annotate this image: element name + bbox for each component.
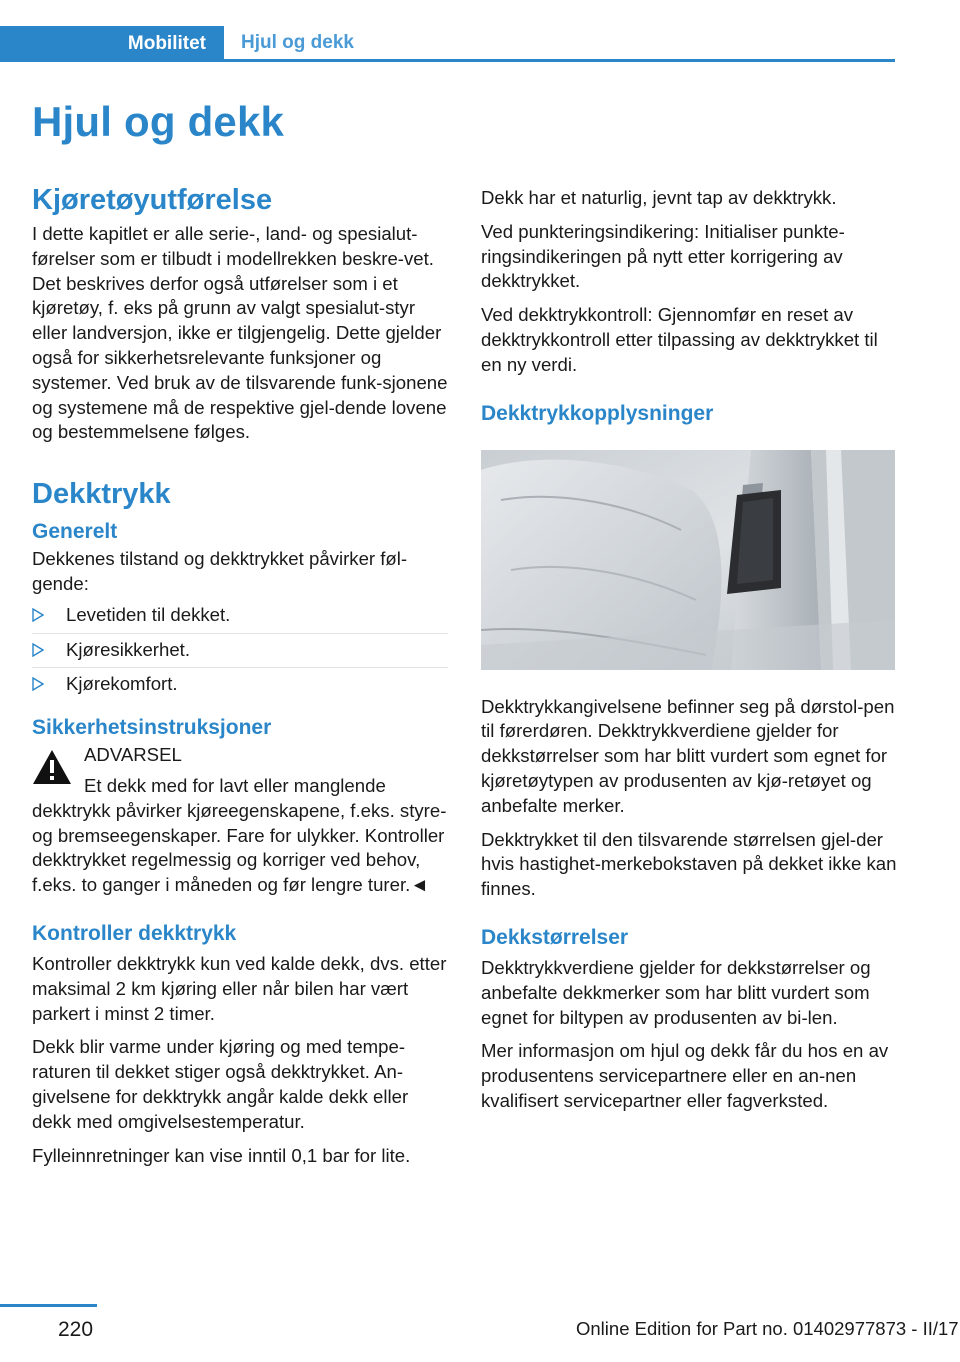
heading-pressure-info: Dekktrykkopplysninger (481, 401, 714, 425)
paragraph-check-1: Kontroller dekktrykk kun ved kalde dekk, dvs. etter maksimal 2 km kjøring eller når bilen har vært parkert i minst 2 timer. (32, 952, 447, 1024)
paragraph-puncture-indication: Ved punkteringsindikering: Initialiser punkte-ringsindikeringen på nytt etter korrigering av dekktrykket. (481, 220, 845, 292)
heading-check-pressure: Kontroller dekktrykk (32, 921, 237, 945)
paragraph-check-3: Fylleinnretninger kan vise inntil 0,1 bar for lite. (32, 1144, 411, 1166)
paragraph-pressure-loss: Dekk har et naturlig, jevnt tap av dekktrykk. (481, 187, 837, 208)
heading-tire-pressure: Dekktrykk (32, 478, 171, 511)
list-item-text: Levetiden til dekket. (66, 603, 231, 625)
tab-mobilitet-label: Mobilitet (127, 33, 206, 54)
heading-vehicle-version: Kjøretøyutførelse (32, 184, 273, 216)
page-title: Hjul og dekk (32, 98, 285, 145)
paragraph-pressure-info-1: Dekktrykkangivelsene befinner seg på dørstol-pen til førerdøren. Dekktrykkverdiene gjelder for dekkstørrelser som har blitt vurdert som egnet for kjøretøytypen av produsenten av kjø-retøyet og anbefalte merker. (481, 695, 895, 816)
bullet-list (32, 599, 448, 702)
warning-box (32, 743, 448, 898)
warning-triangle-icon (32, 749, 72, 785)
tab-hjul-og-dekk[interactable] (241, 26, 354, 59)
left-column (32, 182, 448, 1177)
right-column (481, 186, 897, 1123)
heading-general: Generelt (32, 520, 118, 544)
paragraph-tire-sizes-2: Mer informasjon om hjul og dekk får du hos en av produsentens servicepartnere eller en an-nen kvalifisert servicepartner eller fagverksted. (481, 1040, 889, 1111)
header-bar (0, 26, 895, 62)
edition-note: Online Edition for Part no. 01402977873 - II/17 (576, 1318, 959, 1339)
list-item (32, 668, 448, 702)
paragraph-vehicle-version: I dette kapitlet er alle serie-, land- og spesialut-førelser som er tilbudt i modellrekken beskre-vet. Det beskrives derfor også utførelser som i et kjøretøy, f. eks på grunn av valgt spesialut-styr eller landversjon, ikke er tilgjengelig. Dette gjelder også for sikkerhetsrelevante funksjoner og systemer. Ved bruk av de tilsvarende funk-sjonene og systemene må de respektive gjel-dende lovene og bestemmelsene følges. (32, 223, 448, 443)
paragraph-general: Dekkenes tilstand og dekktrykket påvirker føl-gende: (32, 548, 408, 594)
page-number: 220 (58, 1318, 94, 1341)
door-pillar-photo (481, 450, 895, 670)
heading-safety-instructions: Sikkerhetsinstruksjoner (32, 716, 272, 740)
warning-title: ADVARSEL (84, 744, 182, 766)
triangle-bullet-icon (32, 643, 44, 657)
tab-hjul-og-dekk-label: Hjul og dekk (241, 31, 354, 53)
triangle-bullet-icon (32, 677, 44, 691)
footer-rule (0, 1304, 97, 1307)
list-item (32, 599, 448, 634)
heading-tire-sizes: Dekkstørrelser (481, 925, 629, 949)
warning-text: Et dekk med for lavt eller manglende dekktrykk påvirker kjøreegenskapene, f.eks. styre- og bremseegenskaper. Fare for ulykker. Kontroller dekktrykket regelmessig og korriger ved behov, f.eks. to ganger i måneden og før lengre turer.◄ (32, 774, 447, 896)
paragraph-check-2: Dekk blir varme under kjøring og med tempe-raturen til dekket stiger også dekktrykket. An-givelsene for dekktrykk angår kalde dekk eller dekk med omgivelsestemperatur. (32, 1036, 409, 1132)
paragraph-pressure-control: Ved dekktrykkontroll: Gjennomfør en reset av dekktrykkontroll etter tilpassing av dekktrykket til en ny verdi. (481, 304, 878, 375)
triangle-bullet-icon (32, 608, 44, 622)
paragraph-tire-sizes-1: Dekktrykkverdiene gjelder for dekkstørrelser og anbefalte dekkmerker som har blitt vurdert som egnet for biltypen av produsenten av bi-len. (481, 956, 871, 1028)
list-item-text: Kjørekomfort. (66, 673, 178, 695)
paragraph-pressure-info-2: Dekktrykket til den tilsvarende størrelsen gjel-der hvis hastighet-merkebokstaven på dekket ikke kan finnes. (481, 828, 897, 900)
header-rule (0, 59, 895, 62)
list-item (32, 634, 448, 669)
list-item-text: Kjøresikkerhet. (66, 638, 190, 660)
tab-mobilitet[interactable] (0, 26, 224, 62)
